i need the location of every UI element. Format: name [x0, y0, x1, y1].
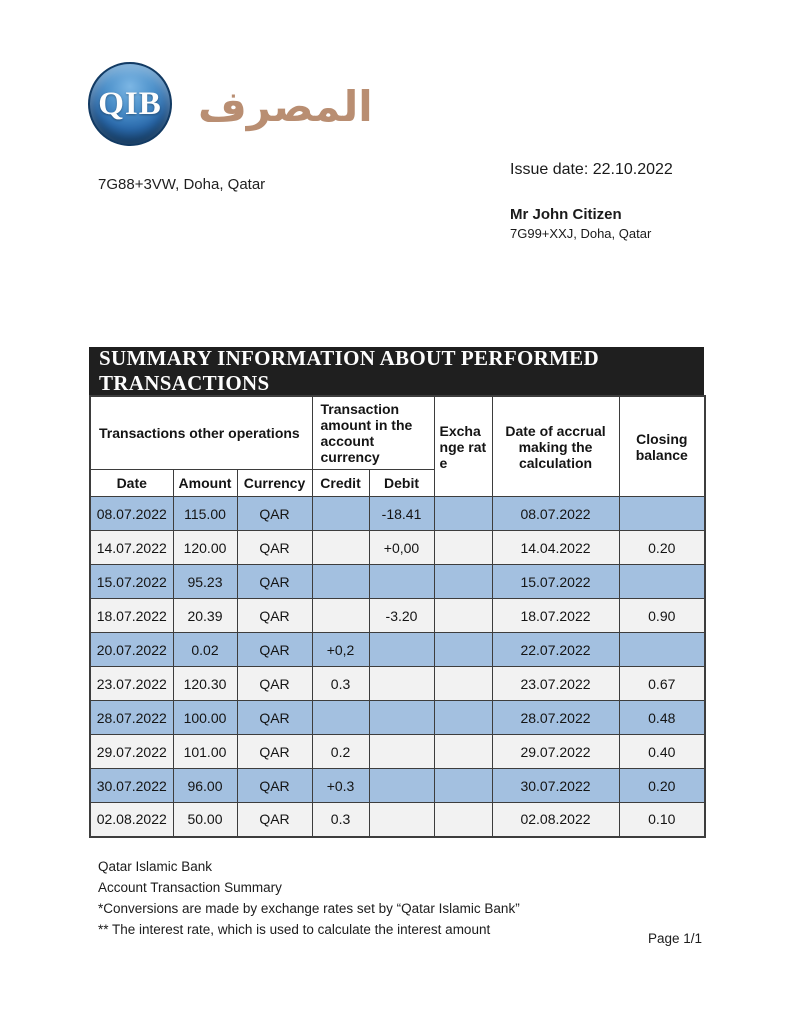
- cell-amount: 96.00: [173, 769, 237, 803]
- group-header-accrual-date: Date of accrual making the calculation: [492, 396, 619, 497]
- cell-accrual-date: 08.07.2022: [492, 497, 619, 531]
- table-row: [90, 633, 705, 667]
- cell-closing-balance: 0.10: [619, 803, 705, 837]
- cell-credit: 0.3: [312, 803, 369, 837]
- cell-amount: 100.00: [173, 701, 237, 735]
- cell-debit: [369, 633, 434, 667]
- cell-date: 14.07.2022: [90, 531, 173, 565]
- table-row: [90, 735, 705, 769]
- footer-summary-label: Account Transaction Summary: [98, 880, 282, 895]
- cell-currency: QAR: [237, 565, 312, 599]
- cell-currency: QAR: [237, 497, 312, 531]
- table-row: [90, 497, 705, 531]
- cell-debit: [369, 701, 434, 735]
- cell-exchange-rate: [434, 531, 492, 565]
- cell-credit: +0.3: [312, 769, 369, 803]
- logo-qib-text: QIB: [98, 85, 162, 122]
- cell-credit: +0,2: [312, 633, 369, 667]
- subheader-debit: Debit: [369, 470, 434, 497]
- page-number: Page 1/1: [647, 931, 702, 946]
- cell-debit: [369, 769, 434, 803]
- footer-interest-note: ** The interest rate, which is used to calculate the interest amount: [98, 922, 491, 937]
- cell-credit: 0.2: [312, 735, 369, 769]
- cell-exchange-rate: [434, 633, 492, 667]
- cell-closing-balance: 0.90: [619, 599, 705, 633]
- cell-exchange-rate: [434, 701, 492, 735]
- cell-currency: QAR: [237, 769, 312, 803]
- cell-credit: [312, 497, 369, 531]
- table-head: [90, 396, 705, 497]
- cell-closing-balance: 0.20: [619, 531, 705, 565]
- cell-currency: QAR: [237, 531, 312, 565]
- subheader-currency: Currency: [237, 470, 312, 497]
- cell-currency: QAR: [237, 701, 312, 735]
- cell-accrual-date: 29.07.2022: [492, 735, 619, 769]
- table-row: [90, 599, 705, 633]
- cell-debit: +0,00: [369, 531, 434, 565]
- cell-debit: [369, 735, 434, 769]
- cell-amount: 115.00: [173, 497, 237, 531]
- cell-currency: QAR: [237, 599, 312, 633]
- cell-closing-balance: [619, 497, 705, 531]
- issue-date: Issue date: 22.10.2022: [510, 161, 673, 178]
- cell-debit: -18.41: [369, 497, 434, 531]
- cell-closing-balance: 0.20: [619, 769, 705, 803]
- cell-exchange-rate: [434, 497, 492, 531]
- cell-currency: QAR: [237, 633, 312, 667]
- cell-exchange-rate: [434, 667, 492, 701]
- cell-closing-balance: 0.48: [619, 701, 705, 735]
- cell-closing-balance: [619, 633, 705, 667]
- cell-amount: 50.00: [173, 803, 237, 837]
- cell-amount: 95.23: [173, 565, 237, 599]
- group-header-exchange-rate: Exchange rate: [434, 396, 492, 497]
- cell-exchange-rate: [434, 565, 492, 599]
- cell-date: 28.07.2022: [90, 701, 173, 735]
- cell-amount: 0.02: [173, 633, 237, 667]
- subheader-amount: Amount: [173, 470, 237, 497]
- qib-logo-icon: [88, 62, 172, 146]
- cell-date: 02.08.2022: [90, 803, 173, 837]
- cell-date: 29.07.2022: [90, 735, 173, 769]
- cell-debit: [369, 803, 434, 837]
- cell-credit: [312, 701, 369, 735]
- cell-date: 30.07.2022: [90, 769, 173, 803]
- cell-amount: 120.30: [173, 667, 237, 701]
- table-row: [90, 769, 705, 803]
- cell-accrual-date: 28.07.2022: [492, 701, 619, 735]
- cell-closing-balance: [619, 565, 705, 599]
- cell-accrual-date: 30.07.2022: [492, 769, 619, 803]
- cell-date: 18.07.2022: [90, 599, 173, 633]
- group-header-closing-balance: Closing balance: [619, 396, 705, 497]
- cell-date: 08.07.2022: [90, 497, 173, 531]
- cell-exchange-rate: [434, 803, 492, 837]
- cell-date: 20.07.2022: [90, 633, 173, 667]
- cell-exchange-rate: [434, 735, 492, 769]
- subheader-credit: Credit: [312, 470, 369, 497]
- cell-accrual-date: 02.08.2022: [492, 803, 619, 837]
- cell-credit: [312, 531, 369, 565]
- cell-credit: 0.3: [312, 667, 369, 701]
- recipient-address: 7G99+XXJ, Doha, Qatar: [510, 226, 652, 241]
- cell-credit: [312, 599, 369, 633]
- cell-credit: [312, 565, 369, 599]
- recipient-name: Mr John Citizen: [510, 206, 622, 223]
- cell-debit: -3.20: [369, 599, 434, 633]
- cell-accrual-date: 23.07.2022: [492, 667, 619, 701]
- subheader-date: Date: [90, 470, 173, 497]
- cell-debit: [369, 565, 434, 599]
- transactions-table: [89, 395, 706, 838]
- cell-accrual-date: 18.07.2022: [492, 599, 619, 633]
- cell-debit: [369, 667, 434, 701]
- table-row: [90, 701, 705, 735]
- group-header-account-currency: Transaction amount in the account currency: [312, 396, 434, 470]
- table-row: [90, 667, 705, 701]
- cell-amount: 20.39: [173, 599, 237, 633]
- logo-arabic-text: المصرف: [198, 82, 373, 131]
- footer-notes: [98, 856, 520, 940]
- cell-currency: QAR: [237, 735, 312, 769]
- cell-accrual-date: 15.07.2022: [492, 565, 619, 599]
- footer-bank-name: Qatar Islamic Bank: [98, 859, 213, 874]
- cell-currency: QAR: [237, 667, 312, 701]
- transactions-body: [90, 497, 705, 837]
- cell-accrual-date: 14.04.2022: [492, 531, 619, 565]
- footer-conversion-note: *Conversions are made by exchange rates set by “Qatar Islamic Bank”: [98, 901, 520, 916]
- cell-closing-balance: 0.67: [619, 667, 705, 701]
- table-row: [90, 531, 705, 565]
- cell-closing-balance: 0.40: [619, 735, 705, 769]
- cell-accrual-date: 22.07.2022: [492, 633, 619, 667]
- table-row: [90, 803, 705, 837]
- cell-date: 15.07.2022: [90, 565, 173, 599]
- cell-currency: QAR: [237, 803, 312, 837]
- table-row: [90, 565, 705, 599]
- cell-amount: 101.00: [173, 735, 237, 769]
- summary-title-band: SUMMARY INFORMATION ABOUT PERFORMED TRANSACTIONS: [89, 347, 704, 395]
- bank-logo: [88, 62, 373, 146]
- cell-exchange-rate: [434, 769, 492, 803]
- cell-date: 23.07.2022: [90, 667, 173, 701]
- cell-exchange-rate: [434, 599, 492, 633]
- recipient-block: [510, 161, 750, 241]
- cell-amount: 120.00: [173, 531, 237, 565]
- group-header-transactions: Transactions other operations: [90, 396, 312, 470]
- sender-address: 7G88+3VW, Doha, Qatar: [98, 176, 266, 193]
